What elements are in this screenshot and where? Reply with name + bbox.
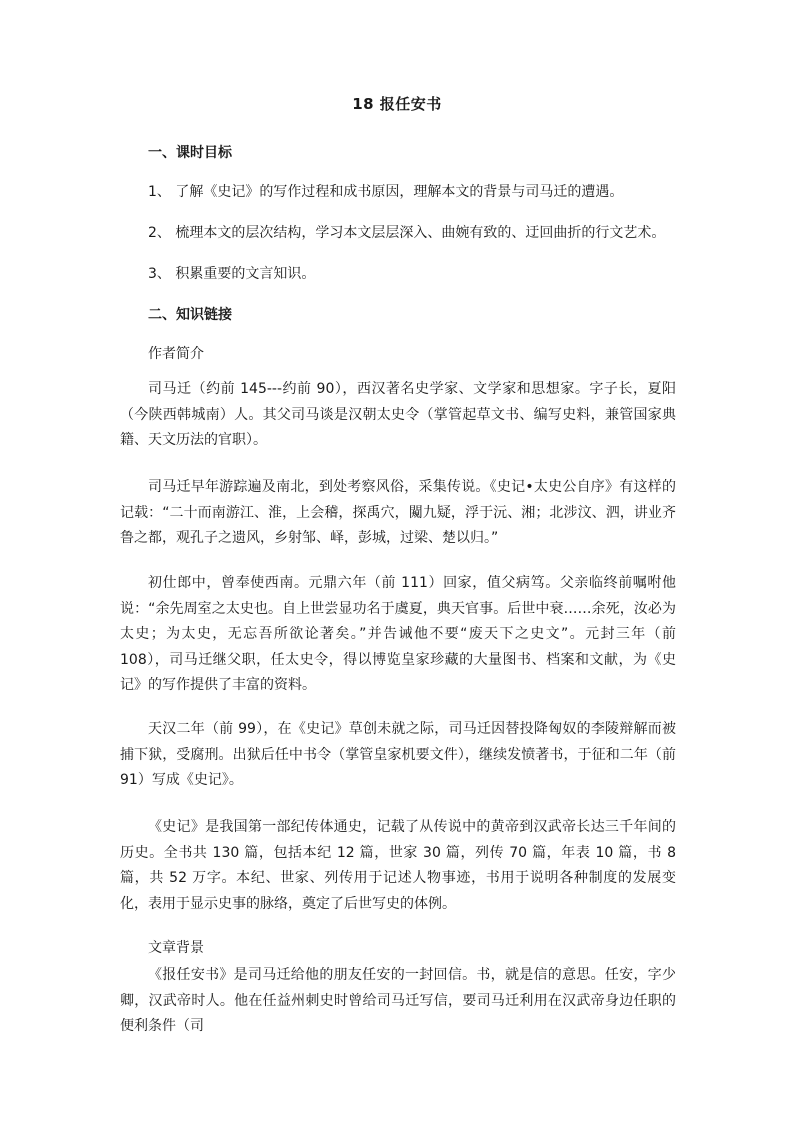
paragraph-background: 《报任安书》是司马迁给他的朋友任安的一封回信。书，就是信的意思。任安，字少卿，汉武帝时人。他在任益州刺史时曾给司马迁写信，要司马迁利用在汉武帝身边任职的便利条件（司	[120, 967, 676, 1034]
document-title: 18 报任安书	[352, 95, 442, 113]
paragraph-career: 初仕郎中，曾奉使西南。元鼎六年（前 111）回家，值父病笃。父亲临终前嘱咐他说：“余先周室之太史也。自上世尝显功名于虞夏，典天官事。后世中衰……余死，汝必为太史；为太史，无忘吾所欲论著矣。”并告诫他不要“废天下之史文”。元封三年（前 108），司马迁继父职，任太史令，得以博览皇家珍藏的大量图书、档案和文献，为《史记》的写作提供了丰富的资料。	[120, 575, 676, 693]
paragraph-travels: 司马迁早年游踪遍及南北，到处考察风俗，采集传说。《史记•太史公自序》有这样的记载：“二十而南游江、淮，上会稽，探禹穴，闚九疑，浮于沅、湘；北涉汶、泗，讲业齐鲁之都，观孔子之遗风，乡射邹、峄，彭城，过梁、楚以归。”	[120, 479, 676, 546]
paragraph-author-intro: 司马迁（约前 145---约前 90），西汉著名史学家、文学家和思想家。字子长，夏阳（今陕西韩城南）人。其父司马谈是汉朝太史令（掌管起草文书、编写史料，兼管国家典籍、天文历法的官职）。	[120, 381, 676, 448]
goal-item: 2、 梳理本文的层次结构，学习本文层层深入、曲婉有致的、迂回曲折的行文艺术。	[148, 225, 666, 241]
subheading-background: 文章背景	[148, 940, 204, 956]
paragraph-imprisonment: 天汉二年（前 99），在《史记》草创未就之际，司马迁因替投降匈奴的李陵辩解而被捕下狱，受腐刑。出狱后任中书令（掌管皇家机要文件），继续发愤著书，于征和二年（前 91）写成《史记》。	[120, 721, 676, 788]
section-heading-knowledge: 二、知识链接	[148, 307, 232, 323]
paragraph-shiji: 《史记》是我国第一部纪传体通史，记载了从传说中的黄帝到汉武帝长达三千年间的历史。全书共 130 篇，包括本纪 12 篇，世家 30 篇，列传 70 篇，年表 10 篇，书 8 篇，共 52 万字。本纪、世家、列传用于记述人物事迹，书用于说明各种制度的发展变化，表用于显示史事的脉络，奠定了后世写史的体例。	[120, 819, 676, 912]
goal-item: 3、 积累重要的文言知识。	[148, 266, 316, 282]
goal-item: 1、 了解《史记》的写作过程和成书原因，理解本文的背景与司马迁的遭遇。	[148, 184, 624, 200]
subheading-author: 作者简介	[148, 346, 204, 362]
section-heading-goals: 一、课时目标	[148, 145, 232, 161]
